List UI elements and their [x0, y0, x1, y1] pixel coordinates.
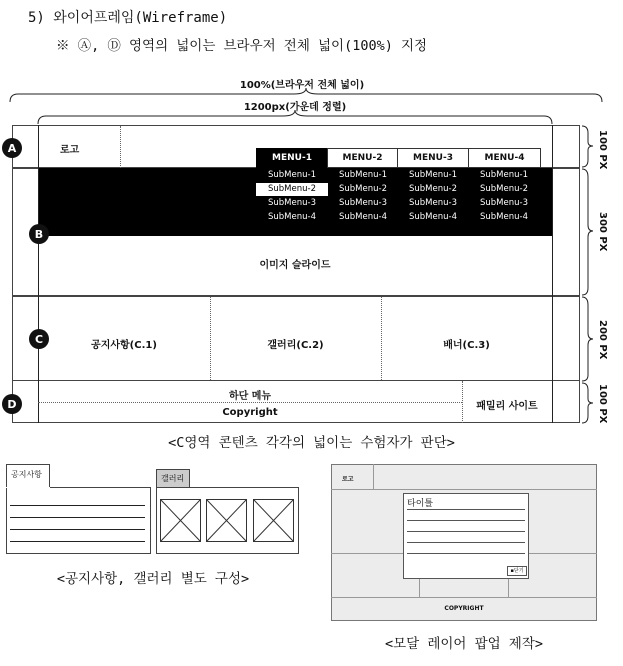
submenu-1-2[interactable]: SubMenu-2: [256, 183, 328, 196]
submenu-2-4[interactable]: SubMenu-4: [339, 212, 387, 222]
height-a-label: 100 PX: [597, 130, 608, 170]
submenu-4-4[interactable]: SubMenu-4: [480, 212, 528, 222]
modal-copyright: COPYRIGHT: [444, 605, 484, 612]
gallery-thumbnails: [160, 499, 298, 543]
width-note: ※ Ⓐ, Ⓓ 영역의 넓이는 브라우저 전체 넓이(100%) 지정: [56, 38, 428, 54]
submenu-4-2[interactable]: SubMenu-2: [480, 184, 528, 194]
modal-title: 타이틀: [407, 499, 434, 509]
caption-c: <C영역 콘텐츠 각각의 넓이는 수험자가 판단>: [168, 435, 455, 451]
height-b-label: 300 PX: [597, 212, 608, 252]
height-brackets: [582, 125, 596, 425]
menu-3[interactable]: MENU-3: [397, 148, 469, 168]
center-width-bracket: [36, 110, 554, 126]
notice-panel: [6, 487, 151, 554]
content-banner[interactable]: 배너(C.3): [443, 340, 490, 351]
image-slider-label: 이미지 슬라이드: [259, 260, 331, 271]
height-c-label: 200 PX: [597, 320, 608, 360]
submenu-3-4[interactable]: SubMenu-4: [409, 212, 457, 222]
submenu-4-1[interactable]: SubMenu-1: [480, 170, 528, 180]
marker-c: C: [29, 329, 49, 349]
marker-d: D: [2, 394, 22, 414]
gallery-tab[interactable]: 갤러리: [156, 469, 190, 488]
menu-1[interactable]: MENU-1: [256, 148, 328, 168]
submenu-2-3[interactable]: SubMenu-3: [339, 198, 387, 208]
submenu-3-2[interactable]: SubMenu-2: [409, 184, 457, 194]
submenu-2-1[interactable]: SubMenu-1: [339, 170, 387, 180]
submenu-1-4[interactable]: SubMenu-4: [268, 212, 316, 222]
marker-b: B: [29, 224, 49, 244]
height-d-label: 100 PX: [597, 384, 608, 424]
submenu-3-3[interactable]: SubMenu-3: [409, 198, 457, 208]
logo[interactable]: 로고: [60, 145, 80, 156]
center-width-label: 1200px(가운데 정렬): [243, 102, 347, 113]
modal-logo: 로고: [342, 476, 354, 483]
full-width-label: 100%(브라우저 전체 넓이): [239, 80, 365, 91]
submenu-4-3[interactable]: SubMenu-3: [480, 198, 528, 208]
submenu-2-2[interactable]: SubMenu-2: [339, 184, 387, 194]
content-notice[interactable]: 공지사항(C.1): [91, 340, 157, 351]
modal-close-button[interactable]: ▪닫기: [507, 566, 527, 576]
copyright: Copyright: [222, 407, 278, 418]
page-heading: 5) 와이어프레임(Wireframe): [28, 10, 228, 26]
submenu-1-3[interactable]: SubMenu-3: [268, 198, 316, 208]
footer-menu[interactable]: 하단 메뉴: [228, 391, 272, 402]
family-site[interactable]: 패밀리 사이트: [476, 401, 538, 412]
submenu-1-1[interactable]: SubMenu-1: [268, 170, 316, 180]
submenu-3-1[interactable]: SubMenu-1: [409, 170, 457, 180]
content-gallery[interactable]: 갤러리(C.2): [267, 340, 324, 351]
menu-4[interactable]: MENU-4: [468, 148, 541, 168]
caption-tabs: <공지사항, 갤러리 별도 구성>: [56, 571, 250, 587]
menu-2[interactable]: MENU-2: [327, 148, 398, 168]
caption-modal: <모달 레이어 팝업 제작>: [384, 636, 543, 652]
marker-a: A: [2, 138, 22, 158]
notice-tab[interactable]: 공지사항: [6, 464, 50, 488]
